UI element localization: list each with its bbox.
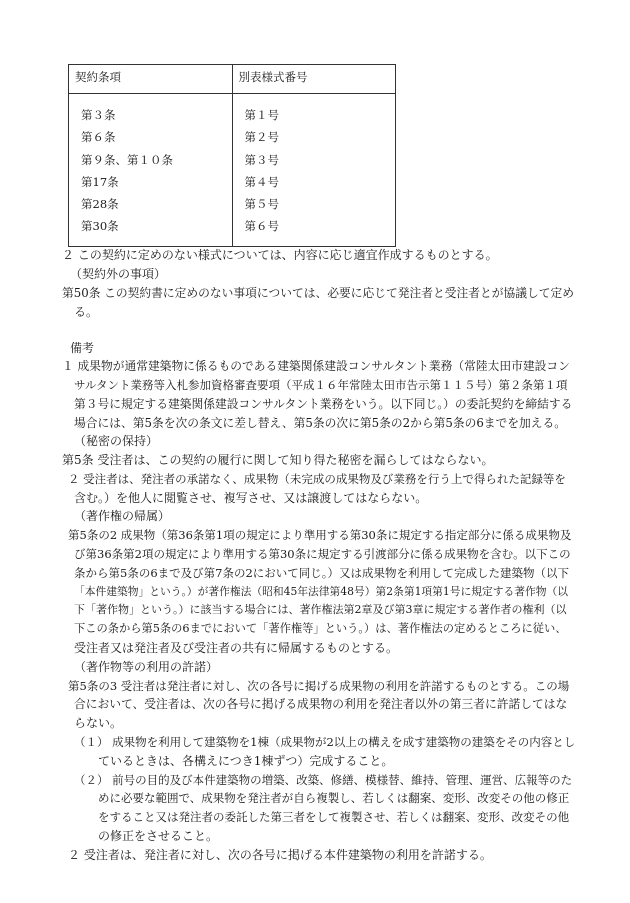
paragraph-line: ２ この契約に定めのない様式については、内容に応じ適宜作成するものとする。 [62,248,498,262]
article-line: 第50条 この契約書に定めのない事項については、必要に応じて発注者と受注者とが協議して定め [62,286,574,300]
form-cell: 第３号 [244,152,279,167]
item-line: の修正をさせること。 [98,829,219,843]
form-cell: 第１号 [244,108,279,122]
remarks-heading: 備考 [70,341,95,355]
section-heading: （著作物等の利用の許諾） [74,660,219,674]
article-line: る。 [74,305,99,319]
section-heading: （著作権の帰属） [74,509,171,523]
article-line: 含む。）を他人に閲覧させ、複写させ、又は譲渡してはならない。 [74,491,428,505]
article-line: 下「著作物」という。）に該当する場合には、著作権法第2章及び第3章に規定する著作者の権利（以 [74,603,567,616]
article-line: 第5条 受注者は、この契約の履行に関して知り得た秘密を漏らしてはならない。 [62,453,494,467]
remarks-line: サルタント業務等入札参加資格審査要項（平成１６年常陸太田市告示第１１５号）第２条第１項 [74,378,568,392]
clause-column [69,94,233,247]
header-form-number: 別表様式番号 [232,65,396,94]
clause-cell: 第６条 [81,130,116,145]
article-line: ２ 受注者は、発注者に対し、次の各号に掲げる本件建築物の利用を許諾する。 [68,848,492,862]
form-cell: 第６号 [244,219,279,234]
remarks-line: １ 成果物が通常建築物に係るものである建築関係建設コンサルタント業務（常陸太田市建設コン [62,359,570,373]
form-number-table [68,64,396,247]
item-line: （２） 前号の目的及び本件建築物の増築、改築、修繕、模様替、維持、管理、運営、広報等のた [74,773,573,787]
form-cell: 第４号 [244,174,279,189]
form-cell: 第２号 [244,130,279,145]
remarks-line: 場合には、第5条を次の条文に差し替え、第5条の次に第5条の2から第5条の6までを加える。 [74,416,567,430]
clause-cell: 第３条 [81,108,116,122]
clause-cell: 第28条 [81,197,119,212]
article-line: ２ 受注者は、発注者の承諾なく、成果物（未完成の成果物及び業務を行う上で得られた記録等を [68,472,566,486]
clause-cell: 第30条 [81,219,119,234]
section-heading: （契約外の事項） [70,267,167,281]
item-line: （１） 成果物を利用して建築物を1棟（成果物が2以上の構えを成す建築物の建築をその内容とし [74,735,576,749]
article-line: 第5条の2 成果物（第36条第1項の規定により準用する第30条に規定する指定部分に係る成果物及 [68,528,572,542]
remarks-line: 第３号に規定する建築関係建設コンサルタント業務をいう。以下同じ。）の委託契約を締結する [74,397,573,411]
section-heading: （秘密の保持） [74,434,159,448]
article-line: び第36条第2項の規定により準用する第30条に規定する引渡部分に係る成果物を含む。以下この [74,547,571,561]
item-line: めに必要な範囲で、成果物を発注者が自ら複製し、若しくは翻案、変形、改変その他の修正 [98,791,570,805]
article-line: 受注者又は発注者及び受注者の共有に帰属するものとする。 [74,641,399,655]
header-contract-clause: 契約条項 [69,65,233,94]
item-line: ているときは、各構えにつき1棟ずつ）完成すること。 [98,754,394,768]
article-line: 条から第5条の6まで及び第7条の2において同じ。）又は成果物を利用して完成した建築物（以下 [74,566,570,580]
article-line: 合において、受注者は、次の各号に掲げる成果物の利用を発注者以外の第三者に許諾してはな [74,697,568,711]
article-line: らない。 [74,716,123,730]
article-line: 第5条の3 受注者は発注者に対し、次の各号に掲げる成果物の利用を許諾するものとする。この場 [68,679,570,693]
article-line: 「本件建築物」という。）が著作権法（昭和45年法律第48号）第2条第1項第1号に規定する著作物（以 [74,585,569,598]
article-line: 下この条から第5条の6までにおいて「著作権等」という。）は、著作権法の定めるところに従い、 [74,622,567,635]
clause-cell: 第９条、第１０条 [81,152,173,167]
clause-cell: 第17条 [81,174,119,189]
item-line: をすること又は発注者の委託した第三者をして複製させ、若しくは翻案、変形、改変その他 [98,810,570,824]
form-cell: 第５号 [244,197,279,212]
form-column [232,94,396,247]
